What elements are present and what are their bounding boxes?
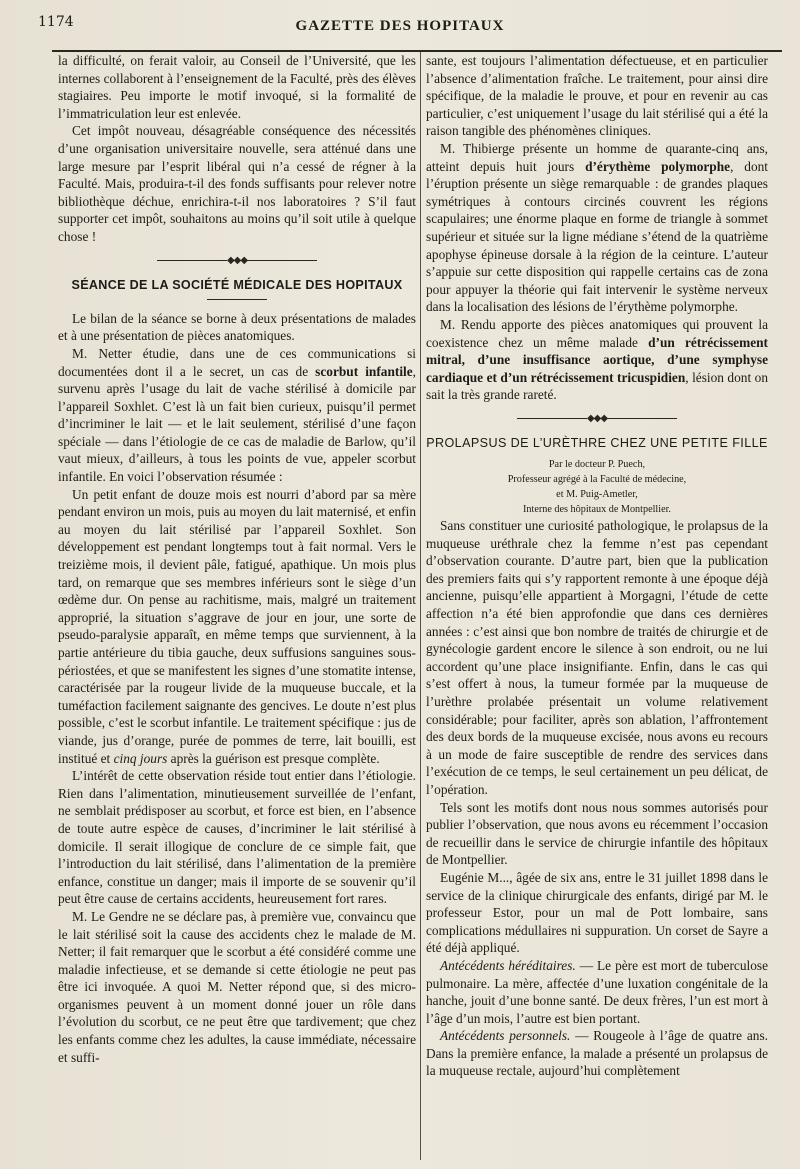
paragraph: M. Le Gendre ne se déclare pas, à première vue, convaincu que le lait stérilisé soit la cause des accidents chez le malade de M. Netter; il fait remarquer que le scorbut a été considéré comme une maladie infectieuse, et se demande si cette étiologie ne peut pas être ici invoquée. A quoi M. Netter répond que, si des micro-organismes peuvent à un moment donné jouer un rôle dans l’évolution du scorbut, ce ne peut être que tardivement; que chez les enfants comme chez les adultes, la cause immédiate, nécessaire et suffi- — [58, 908, 416, 1065]
paragraph: L’intérêt de cette observation réside tout entier dans l’étiologie. Rien dans l’alimentation, minutieusement surveillée de l’enfant, ne semblait prédisposer au scorbut, et force est bien, en l’absence de toute autre espèce de causes, d’incriminer le lait stérilisé à domicile. Il serait illogique de conclure de ce simple fait, que l’introduction du lait stérilisé, dans l’alimentation de la première enfance, constitue un danger; mais il importe de se souvenir qu’il peut être cause de certains accidents, heureusement fort rares. — [58, 768, 416, 907]
paragraph: Un petit enfant de douze mois est nourri d’abord par sa mère pendant environ un mois, puis au moyen du lait maternisé, et enfin au moyen du lait stérilisé par l’appareil Soxhlet. Son développement est pendant longtemps tout à fait normal. Vers le treizième mois, il devient pâle, fatigué, apathique. Un mois plus tard, on remarque que ses membres inférieurs sont le siège d’un œdème dur. On pense au rachitisme, mais, malgré un traitement approprié, la situation s’aggrave de jour en jour, une sorte de pseudo-paralysie apparaît, en même temps que surviennent, à la partie antérieure du tibia gauche, deux suffusions sanguines sous-périostées, et que se manifestent les signes d’une stomatite intense, caractérisée par la rougeur livide de la muqueuse buccale, et la tuméfaction facilement saignante des gencives. Le doute n’est plus possible, c’est le scorbut infantile. Le traitement spécifique : jus de viande, jus d’orange, purée de pommes de terre, lait bouilli, est institué et cinq jours après la guérison est presque complète. — [58, 486, 416, 766]
paragraph: Sans constituer une curiosité pathologique, le prolapsus de la muqueuse uréthrale chez la femme n’est pas cependant d’observation courante. D’autre part, bien que la publication des premiers faits qui s’y rapportent remonte à une époque déjà ancienne, puisqu’elle appartient à Morgagni, l’étude de cette affection n’a été bien approfondie que dans ces dernières années : c’est ainsi que bon nombre de traités de chirurgie et de gynécologie gardent encore le silence à son endroit, ou ne lui accordent qu’une place insignifiante. Enfin, dans le cas qui s’est offert à nous, la tumeur formée par la muqueuse de l’urèthre prolabée présentait un volume relativement considérable; pour faciliter, après son ablation, l’affrontement des deux bords de la muqueuse excisée, nous avons eu recours à un mode de faire susceptible de rendre des services dans l’exécution de ce temps, le seul certainement un peu délicat, de l’opération. — [426, 518, 768, 797]
paragraph: Le bilan de la séance se borne à deux présentations de malades et à une présentation de pièces anatomiques. — [58, 310, 416, 344]
page-header — [0, 10, 800, 44]
running-title: GAZETTE DES HOPITAUX — [295, 18, 505, 34]
byline: Par le docteur P. Puech, Professeur agrégé à la Faculté de médecine, et M. Puig-Ametler, Interne des hôpitaux de Montpellier. — [507, 459, 687, 516]
ornament-divider: ◆◆◆ — [58, 252, 416, 270]
paragraph: M. Rendu apporte des pièces anatomiques qui prouvent la coexistence chez un même malade d’un rétrécissement mitral, d’une insuffisance aortique, d’une symphyse cardiaque et d’un rétrécissement tricuspidien, lésion dont on sait la très grande rareté. — [426, 316, 768, 403]
paragraph: Antécédents héréditaires. — Le père est mort de tuberculose pulmonaire. La mère, affectée d’une luxation congénitale de la hanche, jouit d’une bonne santé. De deux frères, l’un est mort à l’âge d’un mois, l’autre est bien portant. — [426, 957, 769, 1026]
paragraph: Cet impôt nouveau, désagréable conséquence des nécessités d’une organisation universitaire nouvelle, sera atténué dans une large mesure par l’esprit libéral qui n’a cessé de régner à la Faculté. Mais, produira-t-il des fonds suffisants pour relever notre bibliothèque déchue, enrichira-t-il nos laboratoires ? S’il faut supporter cet impôt, souhaitons au moins qu’il soit utile à quelque chose ! — [58, 123, 416, 244]
column-divider — [420, 52, 421, 1160]
ornament-divider: ◆◆◆ — [426, 410, 768, 428]
paragraph: Antécédents personnels. — Rougeole à l’âge de quatre ans. Dans la première enfance, la malade a présenté un prolapsus de la muqueuse rectale, aujourd’hui complètement — [426, 1028, 768, 1079]
paragraph: M. Thibierge présente un homme de quarante-cinq ans, atteint depuis huit jours d’érythème polymorphe, dont l’éruption présente un siège remarquable : de grandes plaques symétriques à contours circinés couvrent les régions scapulaires; une énorme plaque en forme de triangle à sommet supérieur et située sur la ligne médiane s’étend de la quatrième apophyse épineuse dorsale à la région de la ceinture. L’auteur s’appuie sur cette disposition qui rappelle certains cas de zona pour appuyer la théorie qui fait intervenir le système nerveux dans la localisation des lésions de l’érythème polymorphe. — [426, 140, 768, 315]
section-rule — [207, 299, 267, 300]
paragraph: Tels sont les motifs dont nous nous sommes autorisés pour publier l’observation, que nous avons eu récemment l’occasion de recueillir dans le service de chirurgie infantile des hôpitaux de Montpellier. — [426, 799, 768, 868]
page-number: 1174 — [38, 14, 74, 30]
paragraph: sante, est toujours l’alimentation défectueuse, et en particulier l’absence d’alimentation fraîche. Le traitement, pour ainsi dire spécifique, de la maladie le prouve, et pour en revenir au cas particulier, c’est uniquement l’usage du lait stérilisé qui a été la raison tangible des phénomènes cliniques. — [426, 53, 768, 139]
section-title: SÉANCE DE LA SOCIÉTÉ MÉDICALE DES HOPITAUX — [71, 278, 403, 293]
right-column — [426, 52, 768, 1080]
paragraph: Eugénie M..., âgée de six ans, entre le 31 juillet 1898 dans le service de la clinique chirurgicale des enfants, dirigé par M. le professeur Estor, pour un mal de Pott lombaire, sans complications médullaires ni suppuration. Un corset de Sayre a été déjà appliqué. — [426, 869, 768, 956]
article-title: PROLAPSUS DE L’URÈTHRE CHEZ UNE PETITE FILLE — [426, 436, 768, 451]
paragraph: la difficulté, on ferait valoir, au Conseil de l’Université, que les internes collaborent à l’enseignement de la Faculté, près des élèves stagiaires. Peu importe le motif invoqué, si la formalité de l’immatriculation leur est enlevée. — [58, 53, 416, 121]
paragraph: M. Netter étudie, dans une de ces communications si documentées dont il a le secret, un cas de scorbut infantile, survenu après l’usage du lait de vache stérilisé à domicile par l’appareil Soxhlet. C’est là un fait bien curieux, puisqu’il permet d’incriminer le lait — et le lait seulement, stérilisé d’une façon spéciale — dans l’étiologie de ce cas de maladie de Barlow, qu’il vaut mieux, d’ailleurs, à tous les points de vue, appeler scorbut infantile. En voici l’observation résumée : — [58, 345, 417, 485]
left-column — [58, 52, 416, 1066]
